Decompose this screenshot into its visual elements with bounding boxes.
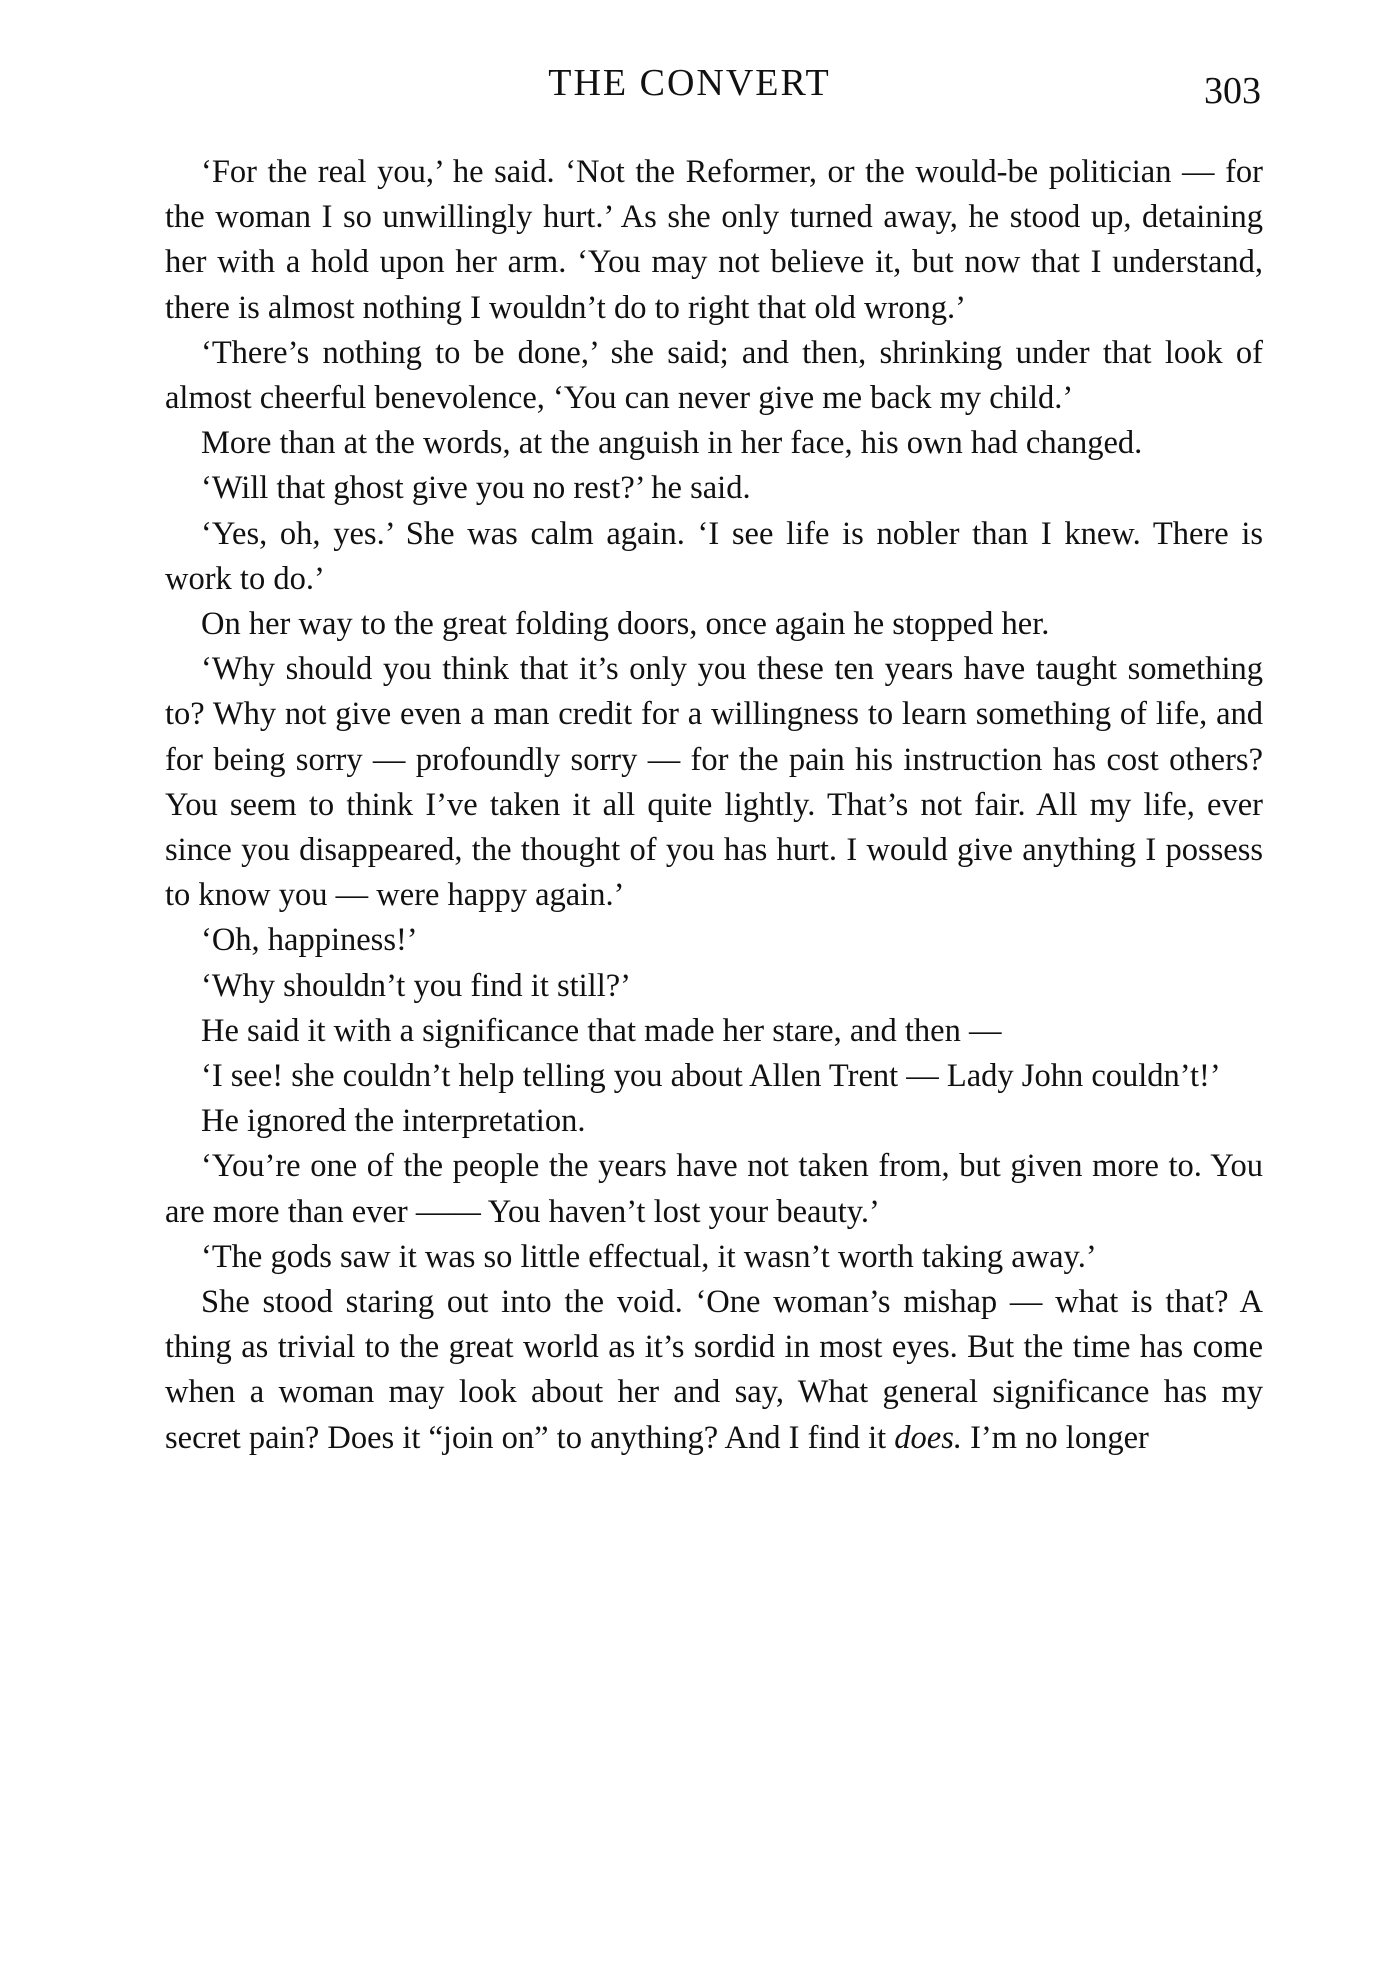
- paragraph: [165, 150, 1263, 331]
- paragraph-text: ‘Yes, oh, yes.’ She was calm again. ‘I see life is nobler than I knew. There is work to do.’: [165, 515, 1263, 597]
- paragraph: [165, 331, 1263, 421]
- paragraph-text: He said it with a significance that made her stare, and then —: [201, 1012, 1002, 1049]
- paragraph: [165, 647, 1263, 918]
- paragraph-text: More than at the words, at the anguish in her face, his own had changed.: [201, 425, 1143, 462]
- running-title: THE CONVERT: [548, 62, 831, 104]
- paragraph-text: ‘The gods saw it was so little effectual, it wasn’t worth taking away.’: [201, 1238, 1097, 1275]
- paragraph: [165, 1235, 1263, 1280]
- paragraph: [165, 1054, 1263, 1099]
- paragraph: [165, 1099, 1263, 1144]
- paragraph-text: ‘For the real you,’ he said. ‘Not the Reformer, or the would-be politician — for the woman I so unwillingly hurt.’ As she only turned away, he stood up, detaining her with a hold upon her arm. ‘You may not believe it, but now that I understand, there is almost nothing I wouldn’t do to right that old wrong.’: [165, 154, 1263, 326]
- paragraph-text: ‘Will that ghost give you no rest?’ he said.: [201, 470, 751, 507]
- paragraph: [165, 421, 1263, 466]
- paragraph-text: ‘Oh, happiness!’: [201, 922, 418, 959]
- paragraph: [165, 1009, 1263, 1054]
- paragraph: [165, 466, 1263, 511]
- paragraph: [165, 1280, 1263, 1461]
- paragraph: [165, 1144, 1263, 1234]
- page-number: 303: [1204, 70, 1261, 112]
- paragraph-text: ‘I see! she couldn’t help telling you about Allen Trent — Lady John couldn’t!’: [201, 1058, 1221, 1095]
- paragraph: [165, 918, 1263, 963]
- paragraph-text: ‘You’re one of the people the years have not taken from, but given more to. You are more than ever —— You haven’t lost your beauty.’: [165, 1148, 1263, 1230]
- paragraph-text: ‘Why shouldn’t you find it still?’: [201, 967, 631, 1004]
- paragraph-lead: She stood staring out into the void. ‘One woman’s mishap — what is that? A thing as trivial to the great world as it’s sordid in most eyes. But the time has come when a woman may look about her and say, What general significance has my secret pain? Does it “join on” to anything? And I find it: [165, 1284, 1263, 1456]
- emphasis-word: does.: [894, 1419, 962, 1456]
- paragraph-text: He ignored the interpretation.: [201, 1103, 586, 1140]
- paragraph: [165, 602, 1263, 647]
- paragraph-text: On her way to the great folding doors, once again he stopped her.: [201, 606, 1050, 643]
- paragraph: [165, 964, 1263, 1009]
- paragraph-text: ‘There’s nothing to be done,’ she said; and then, shrinking under that look of almost cheerful benevolence, ‘You can never give me back my child.’: [165, 334, 1263, 417]
- paragraph-tail: I’m no longer: [961, 1419, 1149, 1456]
- paragraph-text: ‘Why should you think that it’s only you these ten years have taught something to? Why not give even a man credit for a willingness to learn something of life, and for being sorry — profoundly sorry — for the pain his instruction has cost others? You seem to think I’ve taken it all quite lightly. That’s not fair. All my life, ever since you disappeared, the thought of you has hurt. I would give anything I possess to know you — were happy again.’: [165, 651, 1263, 914]
- body-text: [165, 150, 1263, 1461]
- paragraph: [165, 512, 1263, 602]
